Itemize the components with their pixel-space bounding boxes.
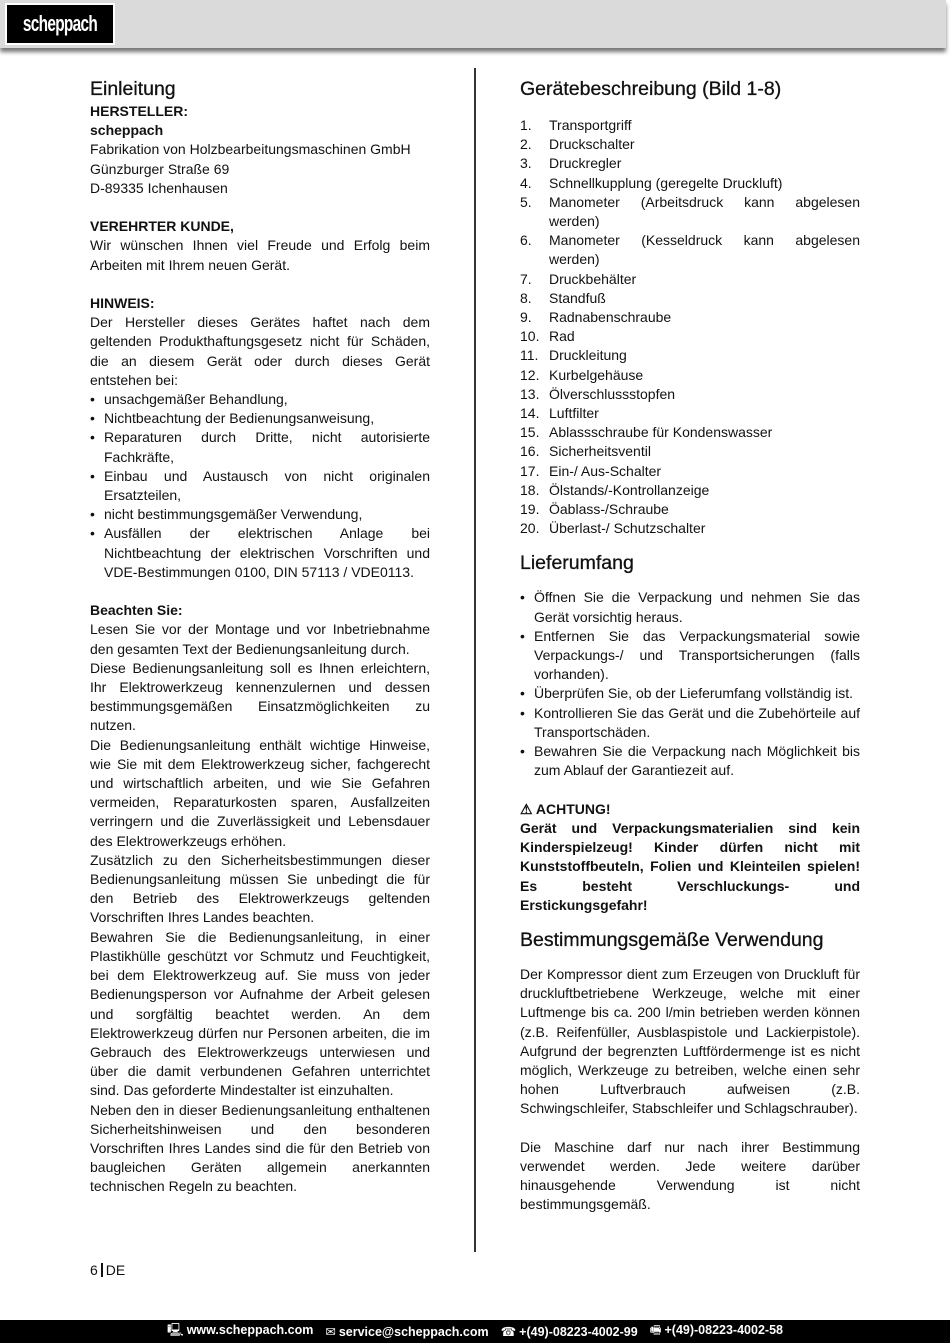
item-number: 12. — [520, 366, 540, 383]
item-number: 18. — [520, 481, 540, 498]
parts-list-item — [520, 404, 860, 423]
item-number: 1. — [520, 117, 532, 133]
paragraph: Der Kompressor dient zum Erzeugen von Druckluft für druckluftbetriebene Werkzeuge, welche mit einer Luftmenge bis ca. 200 l/min betrieben werden können (z.B. Reifenfüller, Ausblaspistole und Lackierpistole). Aufgrund der begrenzten Luftfördermenge ist es nicht möglich, Werkzeuge zu betreiben, welche einen sehr hohen Luftverbrauch aufweisen (z.B. Schwingschleifer, Stabschleifer und Schlagschrauber). — [520, 965, 860, 1117]
parts-list-item — [520, 462, 860, 481]
parts-list-item — [520, 423, 860, 442]
parts-list-item — [520, 154, 860, 173]
email-link[interactable]: service@scheppach.com — [338, 1325, 489, 1339]
logo-text: scheppach — [22, 11, 98, 36]
list-item: • Einbau und Austausch von nicht originalen Ersatzteilen, — [90, 467, 430, 505]
notice-list — [90, 390, 430, 582]
item-number: 11. — [520, 347, 539, 364]
parts-list-item — [520, 519, 860, 538]
item-label: Transportgriff — [549, 117, 632, 133]
phone-number: +(49)-08223-4002-99 — [519, 1325, 638, 1339]
paragraph: Neben den in dieser Bedienungsanleitung enthaltenen Sicherheitshinweisen und den besonderen Vorschriften Ihres Landes sind die für den Betrieb von baugleichen Geräten allgemein anerkannten technischen Regeln zu beachten. — [90, 1101, 430, 1195]
section-title-verwendung: Bestimmungsgemäße Verwendung — [520, 928, 824, 951]
parts-list — [520, 116, 860, 538]
phone-icon: ☎ — [500, 1325, 517, 1339]
list-item: • Nichtbeachtung der Bedienungsanweisung, — [90, 409, 430, 428]
left-column — [90, 76, 430, 1197]
computer-icon: 🖳 — [167, 1323, 184, 1337]
footer-email[interactable] — [325, 1324, 488, 1339]
item-number: 3. — [520, 155, 532, 172]
item-number: 14. — [520, 405, 540, 422]
customer-text: Wir wünschen Ihnen viel Freude und Erfolg beim Arbeiten mit Ihrem neuen Gerät. — [90, 237, 430, 273]
list-item: • Reparaturen durch Dritte, nicht autorisierte Fachkräfte, — [90, 428, 430, 466]
item-number: 10. — [520, 328, 540, 345]
parts-list-item — [520, 327, 860, 346]
paragraph: Zusätzlich zu den Sicherheitsbestimmungen dieser Bedienungsanleitung müssen Sie unbedingt die für den Betrieb des Elektrowerkzeugs geltenden Vorschriften Ihres Landes beachten. — [90, 851, 430, 926]
item-label: Druckbehälter — [549, 270, 637, 287]
section-title-geraetebeschreibung: Gerätebeschreibung (Bild 1-8) — [520, 78, 782, 100]
paragraph: Die Bedienungsanleitung enthält wichtige Hinweise, wie Sie mit dem Elektrowerkzeug sicher, fachgerecht und wirtschaftlich arbeiten, und wie Sie Gefahren vermeiden, Reparaturkosten sparen, Ausfallzeiten verringern und die Zuverlässigkeit und Lebensdauer des Elektrowerkzeugs erhöhen. — [90, 736, 430, 849]
footer-web[interactable] — [167, 1321, 313, 1342]
item-number: 20. — [520, 520, 540, 537]
parts-list-item — [520, 385, 860, 404]
column-divider — [474, 68, 476, 1252]
parts-list-item — [520, 346, 860, 365]
parts-list-item — [520, 174, 860, 193]
item-label: Druckleitung — [549, 347, 627, 364]
separator — [101, 1263, 103, 1277]
list-item: • Bewahren Sie die Verpackung nach Möglichkeit bis zum Ablauf der Garantiezeit auf. — [520, 742, 860, 780]
parts-list-item — [520, 481, 860, 500]
item-number: 17. — [520, 462, 540, 479]
item-number: 15. — [520, 424, 540, 441]
address-line: D-89335 Ichenhausen — [90, 179, 228, 196]
item-label: Manometer (Kesseldruck kann abgelesen werden) — [549, 232, 860, 268]
item-number: 8. — [520, 289, 532, 306]
section-title-lieferumfang: Lieferumfang — [520, 552, 634, 575]
item-label: Ablassschraube für Kondenswasser — [549, 424, 773, 441]
item-label: Sicherheitsventil — [549, 443, 651, 460]
item-label: Druckregler — [549, 155, 622, 172]
fax-icon: 🖷 — [649, 1323, 662, 1337]
item-number: 7. — [520, 270, 532, 287]
address-line: Günzburger Straße 69 — [90, 160, 230, 177]
item-number: 2. — [520, 136, 532, 153]
item-label: Standfuß — [549, 289, 606, 306]
paragraph: Die Maschine darf nur nach ihrer Bestimmung verwendet werden. Jede weitere darüber hinausgehende Verwendung ist nicht bestimmungsgemäß. — [520, 1138, 860, 1213]
item-label: Radnabenschraube — [549, 309, 672, 326]
item-label: Druckschalter — [549, 136, 635, 153]
footer-fax — [650, 1321, 783, 1342]
item-number: 19. — [520, 501, 540, 518]
item-number: 9. — [520, 309, 532, 326]
parts-list-item — [520, 116, 860, 135]
item-number: 16. — [520, 443, 540, 460]
item-label: Manometer (Arbeitsdruck kann abgelesen werden) — [549, 193, 860, 230]
item-label: Öablass-/Schraube — [549, 501, 669, 518]
item-number: 6. — [520, 232, 532, 249]
manufacturer-label: HERSTELLER: — [90, 103, 188, 119]
parts-list-item — [520, 500, 860, 519]
observe-label: Beachten Sie: — [90, 602, 183, 619]
parts-list-item — [520, 289, 860, 308]
page-number-value: 6 — [90, 1262, 98, 1278]
item-label: Schnellkupplung (geregelte Druckluft) — [549, 174, 783, 191]
list-item: • Entfernen Sie das Verpackungsmaterial sowie Verpackungs-/ und Transportsicherungen (falls vorhanden). — [520, 627, 860, 685]
page-number — [90, 1262, 125, 1278]
item-label: Rad — [549, 328, 575, 345]
mail-icon: ✉ — [325, 1325, 336, 1339]
parts-list-item — [520, 231, 860, 269]
page-header — [0, 0, 946, 48]
list-item: • Ausfällen der elektrischen Anlage bei Nichtbeachtung der elektrischen Vorschriften und VDE-Bestimmungen 0100, DIN 57113 / VDE0113. — [90, 524, 430, 582]
list-item: • Überprüfen Sie, ob der Lieferumfang vollständig ist. — [520, 684, 860, 703]
item-label: Überlast-/ Schutzschalter — [549, 520, 706, 537]
manufacturer-name: scheppach — [90, 122, 164, 139]
fax-number: +(49)-08223-4002-58 — [664, 1323, 783, 1337]
footer-phone — [501, 1324, 638, 1339]
parts-list-item — [520, 193, 860, 231]
scope-list — [520, 588, 860, 780]
parts-list-item — [520, 366, 860, 385]
web-link[interactable]: www.scheppach.com — [186, 1323, 314, 1337]
list-item: • nicht bestimmungsgemäßer Verwendung, — [90, 505, 430, 524]
address-line: Fabrikation von Holzbearbeitungsmaschinen GmbH — [90, 141, 411, 158]
item-label: Ein-/ Aus-Schalter — [549, 462, 662, 479]
paragraph: Lesen Sie vor der Montage und vor Inbetriebnahme den gesamten Text der Bedienungsanleitung durch. — [90, 621, 430, 657]
parts-list-item — [520, 135, 860, 154]
item-number: 5. — [520, 193, 532, 210]
warning-label: ⚠ ACHTUNG! — [520, 800, 611, 817]
parts-list-item — [520, 270, 860, 289]
language-code: DE — [105, 1262, 126, 1278]
right-column — [520, 76, 860, 1215]
notice-label: HINWEIS: — [90, 295, 155, 311]
item-label: Ölverschlussstopfen — [549, 385, 676, 402]
page-footer — [0, 1320, 950, 1343]
parts-list-item — [520, 442, 860, 461]
notice-text: Der Hersteller dieses Gerätes haftet nach dem geltenden Produkthaftungsgesetz nicht für Schäden, die an diesem Gerät oder durch dieses Gerät entstehen bei: — [90, 314, 430, 388]
paragraph: Bewahren Sie die Bedienungsanleitung, in einer Plastikhülle geschützt vor Schmutz und Feuchtigkeit, bei dem Elektrowerkzeug auf. Sie muss von jeder Bedienungsperson vor Aufnahme der Arbeit gelesen und sorgfältig beachtet werden. An dem Elektrowerkzeug dürfen nur Personen arbeiten, die im Gebrauch des Elektrowerkzeugs unterwiesen und über die damit verbundenen Gefahren unterrichtet sind. Das geforderte Mindestalter ist einzuhalten. — [90, 928, 430, 1099]
list-item: • Kontrollieren Sie das Gerät und die Zubehörteile auf Transportschäden. — [520, 704, 860, 742]
item-number: 13. — [520, 385, 540, 402]
paragraph: Diese Bedienungsanleitung soll es Ihnen erleichtern, Ihr Elektrowerkzeug kennenzulernen und dessen bestimmungsgemäßen Einsatzmöglichkeiten zu nutzen. — [90, 659, 430, 734]
item-label: Kurbelgehäuse — [549, 366, 644, 383]
customer-label: VEREHRTER KUNDE, — [90, 218, 234, 235]
warning-text: Gerät und Verpackungsmaterialien sind kein Kinderspielzeug! Kinder dürfen nicht mit Kunststoffbeuteln, Folien und Kleinteilen spielen! Es besteht Verschluckungs- und Erstickungsgefahr! — [520, 819, 860, 913]
list-item: • unsachgemäßer Behandlung, — [90, 390, 430, 409]
parts-list-item — [520, 308, 860, 327]
scheppach-logo — [5, 3, 115, 45]
item-label: Ölstands/-Kontrollanzeige — [549, 481, 710, 498]
item-label: Luftfilter — [549, 405, 599, 422]
list-item: • Öffnen Sie die Verpackung und nehmen Sie das Gerät vorsichtig heraus. — [520, 588, 860, 626]
item-number: 4. — [520, 174, 532, 191]
section-title-einleitung: Einleitung — [90, 78, 176, 100]
